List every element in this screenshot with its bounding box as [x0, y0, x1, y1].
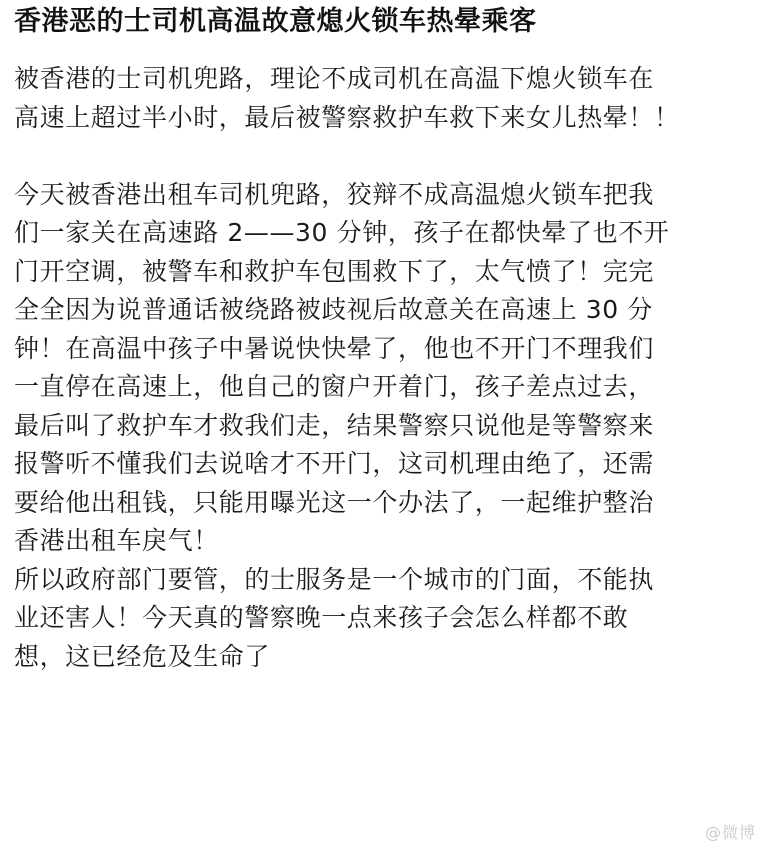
paragraph-2-line: 钟！在高温中孩子中暑说快快晕了，他也不开门不理我们 [14, 333, 655, 363]
post-body [14, 60, 752, 676]
paragraph-2-line: 要给他出租钱，只能用曝光这一个办法了，一起维护整治 [14, 487, 655, 517]
paragraph-spacer [14, 137, 752, 176]
paragraph-1-line: 高速上超过半小时，最后被警察救护车救下来女儿热晕！！ [14, 102, 680, 132]
paragraph-3-line: 所以政府部门要管，的士服务是一个城市的门面，不能执 [14, 564, 655, 594]
paragraph-2-line: 们一家关在高速路 2——30 分钟，孩子在都快晕了也不开 [14, 218, 670, 247]
paragraph-2-line: 今天被香港出租车司机兜路，狡辩不成高温熄火锁车把我 [14, 179, 655, 209]
paragraph-2-line: 一直停在高速上，他自己的窗户开着门，孩子差点过去， [14, 372, 655, 401]
paragraph-1-line: 被香港的士司机兜路，理论不成司机在高温下熄火锁车在 [14, 64, 655, 93]
paragraph-3-line: 业还害人！今天真的警察晚一点来孩子会怎么样都不敢 [14, 603, 629, 632]
paragraph-2-line: 全全因为说普通话被绕路被歧视后故意关在高速上 30 分 [14, 295, 653, 324]
paragraph-2-line: 报警听不懂我们去说啥才不开门，这司机理由绝了，还需 [14, 449, 655, 478]
post-title: 香港恶的士司机高温故意熄火锁车热晕乘客 [14, 6, 537, 37]
watermark-logo: @微博 [704, 823, 756, 842]
paragraph-2-line: 门开空调，被警车和救护车包围救下了，太气愤了！完完 [14, 256, 655, 286]
paragraph-2-line: 香港出租车戾气！ [14, 526, 219, 555]
paragraph-2-line: 最后叫了救护车才救我们走，结果警察只说他是等警察来 [14, 410, 655, 440]
paragraph-3-line: 想，这已经危及生命了 [14, 641, 271, 671]
